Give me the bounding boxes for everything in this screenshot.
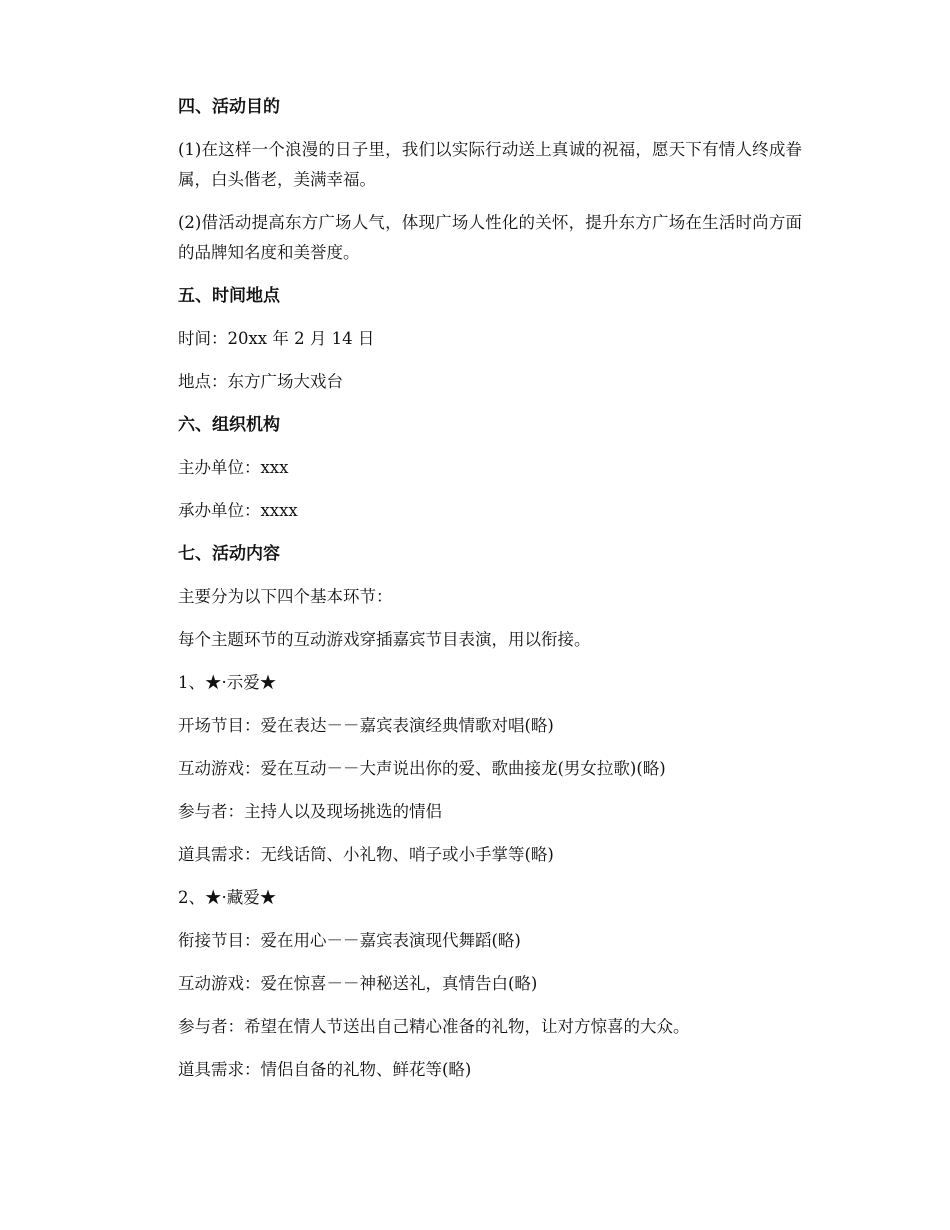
segment-1-props: 道具需求：无线话筒、小礼物、哨子或小手掌等(略) (178, 845, 554, 864)
content-note-line: 每个主题环节的互动游戏穿插嘉宾节目表演，用以衔接。 (178, 630, 591, 649)
segment-1-game: 互动游戏：爱在互动－－大声说出你的爱、歌曲接龙(男女拉歌)(略) (178, 759, 666, 778)
segment-2-title: 2、★·藏爱★ (178, 888, 277, 907)
segment-1-opening: 开场节目：爱在表达－－嘉宾表演经典情歌对唱(略) (178, 716, 554, 735)
section-heading-time-place: 五、时间地点 (178, 286, 280, 306)
purpose-paragraph-2: (2)借活动提高东方广场人气，体现广场人性化的关怀，提升东方广场在生活时尚方面的品牌知名度和美誉度。 (178, 213, 802, 262)
organizer-line: 承办单位：xxxx (178, 501, 298, 520)
segment-2-game: 互动游戏：爱在惊喜－－神秘送礼，真情告白(略) (178, 974, 538, 993)
segment-1-participants: 参与者：主持人以及现场挑选的情侣 (178, 802, 442, 821)
place-line: 地点：东方广场大戏台 (178, 372, 343, 391)
segment-2-participants: 参与者：希望在情人节送出自己精心准备的礼物，让对方惊喜的大众。 (178, 1017, 690, 1036)
section-heading-content: 七、活动内容 (178, 544, 280, 564)
content-intro-line: 主要分为以下四个基本环节： (178, 587, 393, 606)
segment-1-title: 1、★·示爱★ (178, 673, 277, 692)
purpose-paragraph-1: (1)在这样一个浪漫的日子里，我们以实际行动送上真诚的祝福，愿天下有情人终成眷属，白头偕老，美满幸福。 (178, 140, 802, 189)
host-line: 主办单位：xxx (178, 458, 289, 477)
section-heading-purpose: 四、活动目的 (178, 97, 280, 117)
time-line: 时间：20xx 年 2 月 14 日 (178, 329, 375, 348)
section-heading-organization: 六、组织机构 (178, 415, 280, 435)
document-body (178, 92, 802, 1098)
segment-2-transition: 衔接节目：爱在用心－－嘉宾表演现代舞蹈(略) (178, 931, 521, 950)
segment-2-props: 道具需求：情侣自备的礼物、鲜花等(略) (178, 1060, 472, 1079)
